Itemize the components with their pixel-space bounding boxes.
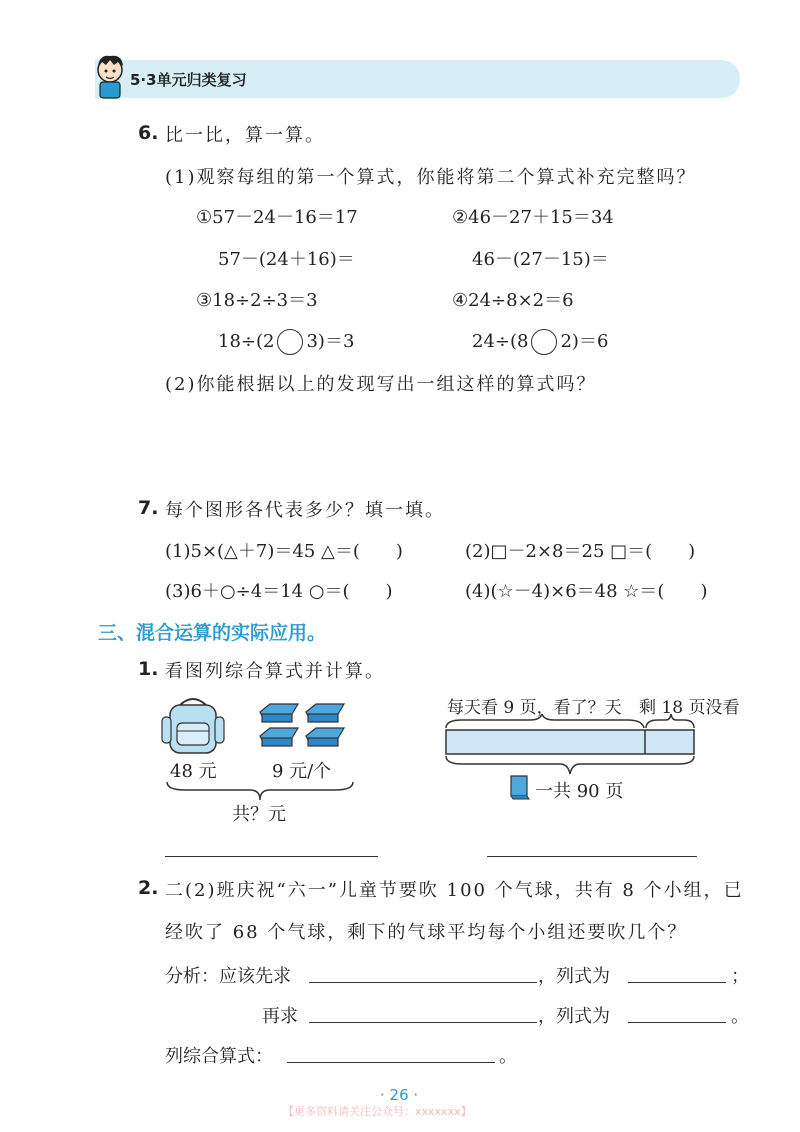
then-label: 再求: [262, 1006, 298, 1027]
q6-eq3a: ③18÷2÷3＝3: [196, 290, 318, 311]
header-title: 5·3单元归类复习: [130, 71, 247, 89]
q7-p4: (4)(☆－4)×6＝48 ☆＝( ): [465, 581, 708, 602]
answer-line-left[interactable]: [165, 856, 378, 857]
semicolon: ；: [731, 966, 749, 987]
q6-part2: (2)你能根据以上的发现写出一组这样的算式吗？: [165, 374, 597, 395]
period-2: 。: [499, 1046, 517, 1067]
q7-number: 7.: [138, 497, 159, 519]
formula-label-2: ，列式为: [538, 1006, 610, 1027]
q6-title: 比一比，算一算。: [165, 125, 325, 146]
answer-line-right[interactable]: [487, 856, 697, 857]
mascot-icon: [92, 52, 128, 100]
q7-title: 每个图形各代表多少？填一填。: [165, 500, 445, 521]
q7-p3: (3)6＋○÷4＝14 ○＝( ): [165, 581, 393, 602]
q6-eq4b: [472, 327, 608, 355]
q6-eq1b: 57－(24＋16)＝: [218, 249, 355, 270]
s3q2-line1: 二(2)班庆祝“六一”儿童节要吹 100 个气球，共有 8 个小组，已: [165, 880, 744, 901]
q6-eq3b: [218, 327, 354, 355]
q6-eq4b-pre: 24÷(8: [472, 331, 529, 352]
daily-label: 每天看 9 页，看了？天: [447, 698, 622, 718]
q7-p2: (2)□－2×8＝25 □＝( ): [465, 541, 696, 562]
total-brace-icon: [165, 780, 355, 802]
q6-eq4b-post: 2)＝6: [560, 331, 609, 352]
s3q2-number: 2.: [138, 877, 159, 899]
bag-price: 48 元: [170, 761, 217, 782]
backpack-icon: [160, 695, 226, 757]
q6-part1: (1)观察每组的第一个算式，你能将第二个算式补充完整吗？: [165, 167, 697, 188]
box-price: 9 元/个: [272, 761, 332, 782]
q6-eq1a: ①57－24－16＝17: [196, 207, 358, 228]
q6-eq3b-post: 3)＝3: [306, 331, 355, 352]
q6-eq2a: ②46－27＋15＝34: [452, 207, 614, 228]
analysis-label: 分析：应该先求: [165, 966, 291, 987]
book-icon: [507, 774, 531, 800]
total-label: 共？元: [232, 804, 286, 825]
blank-circle-icon[interactable]: [531, 329, 557, 355]
pencil-box-icon: [256, 702, 348, 752]
formula-label-1: ，列式为: [538, 966, 610, 987]
blank-circle-icon[interactable]: [277, 329, 303, 355]
q6-number: 6.: [138, 122, 159, 144]
page-bar-diagram: [442, 714, 702, 784]
remain-label: 剩 18 页没看: [639, 698, 740, 718]
s3q1-title: 看图列综合算式并计算。: [165, 661, 385, 682]
total-pages: 一共 90 页: [535, 781, 624, 802]
q6-eq3b-pre: 18÷(2: [218, 331, 275, 352]
q6-eq2b: 46－(27－15)＝: [472, 249, 609, 270]
formula-blank-2[interactable]: [628, 1022, 726, 1023]
analysis-blank-1[interactable]: [309, 982, 537, 983]
combined-label: 列综合算式：: [165, 1046, 273, 1067]
analysis-blank-2[interactable]: [309, 1022, 537, 1023]
section3-title: 三、混合运算的实际应用。: [98, 622, 327, 644]
s3q1-number: 1.: [138, 658, 159, 680]
combined-blank[interactable]: [287, 1062, 495, 1063]
watermark: 【更多资料请关注公众号：xxxxxxx】: [283, 1105, 472, 1118]
q7-p1: (1)5×(△＋7)＝45 △＝( ): [165, 541, 403, 562]
page-number: · 26 ·: [380, 1086, 419, 1104]
s3q2-line2: 经吹了 68 个气球，剩下的气球平均每个小组还要吹几个？: [165, 922, 688, 943]
period-1: 。: [731, 1006, 749, 1027]
formula-blank-1[interactable]: [628, 982, 726, 983]
q6-eq4a: ④24÷8×2＝6: [452, 290, 574, 311]
